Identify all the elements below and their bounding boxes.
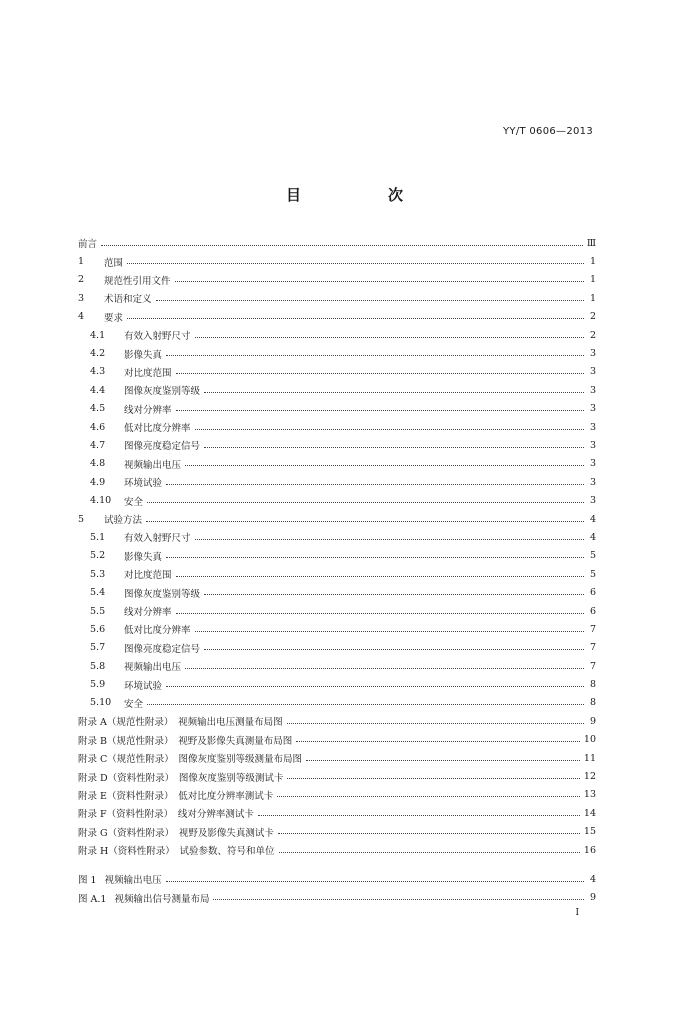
dot-leader bbox=[204, 447, 584, 448]
toc-entry-number: 5.2 bbox=[90, 550, 106, 562]
dot-leader bbox=[204, 594, 584, 595]
table-of-contents bbox=[78, 234, 596, 859]
toc-entry-title: 视频输出电压 bbox=[104, 875, 162, 887]
toc-entry[interactable] bbox=[78, 363, 596, 381]
toc-entry-page: 9 bbox=[589, 715, 596, 727]
toc-entry-number: 5.6 bbox=[90, 623, 106, 635]
toc-entry-title: 附录 A（规范性附录） 视频输出电压测量布局图 bbox=[78, 717, 283, 729]
toc-entry[interactable] bbox=[78, 400, 596, 418]
dot-leader bbox=[296, 741, 580, 742]
toc-entry-page: 8 bbox=[589, 697, 596, 709]
toc-entry-number: 4.2 bbox=[90, 348, 106, 360]
toc-entry-number: 5.3 bbox=[90, 568, 106, 580]
toc-entry-page: 3 bbox=[589, 348, 596, 360]
toc-entry-number: 3 bbox=[78, 292, 85, 304]
toc-entry-page: 3 bbox=[589, 403, 596, 415]
dot-leader bbox=[176, 410, 584, 411]
dot-leader bbox=[127, 318, 584, 319]
toc-entry-title: 视频输出电压 bbox=[124, 459, 182, 471]
dot-leader bbox=[147, 502, 584, 503]
toc-entry-title: 低对比度分辨率 bbox=[124, 625, 191, 637]
toc-entry[interactable] bbox=[78, 657, 596, 675]
toc-entry[interactable] bbox=[78, 602, 596, 620]
dot-leader bbox=[166, 355, 584, 356]
toc-entry-number: 5.4 bbox=[90, 587, 106, 599]
dot-leader bbox=[279, 852, 580, 853]
toc-entry-title: 图像亮度稳定信号 bbox=[124, 643, 201, 655]
toc-entry[interactable] bbox=[78, 620, 596, 638]
toc-entry-page: 4 bbox=[589, 513, 596, 525]
toc-entry-page: 3 bbox=[589, 458, 596, 470]
toc-entry[interactable] bbox=[78, 344, 596, 362]
toc-entry-number: 5.10 bbox=[90, 697, 112, 709]
dot-leader bbox=[127, 263, 584, 264]
dot-leader bbox=[147, 704, 584, 705]
page-number: Ⅰ bbox=[575, 908, 579, 918]
toc-entry-page: 1 bbox=[589, 292, 596, 304]
toc-entry-number: 4.3 bbox=[90, 366, 106, 378]
toc-entry-page: 3 bbox=[589, 476, 596, 488]
dot-leader bbox=[278, 833, 580, 834]
toc-entry-title: 附录 E（资料性附录） 低对比度分辨率测试卡 bbox=[78, 790, 274, 802]
dot-leader bbox=[176, 613, 584, 614]
dot-leader bbox=[101, 245, 583, 246]
dot-leader bbox=[185, 465, 584, 466]
page-title: 目 次 bbox=[285, 186, 439, 204]
dot-leader bbox=[166, 557, 584, 558]
toc-entry-number: 4.9 bbox=[90, 476, 106, 488]
toc-entry-number: 5.8 bbox=[90, 660, 106, 672]
toc-entry[interactable] bbox=[78, 823, 596, 841]
toc-entry-title: 附录 H（资料性附录） 试验参数、符号和单位 bbox=[78, 846, 275, 858]
toc-entry-page: 6 bbox=[589, 587, 596, 599]
dot-leader bbox=[306, 760, 580, 761]
toc-entry-number: 5 bbox=[78, 513, 85, 525]
toc-entry-title: 图像亮度稳定信号 bbox=[124, 441, 201, 453]
toc-entry-number: 1 bbox=[78, 256, 85, 268]
toc-entry-page: 10 bbox=[583, 734, 596, 746]
toc-entry[interactable] bbox=[78, 786, 596, 804]
dot-leader bbox=[195, 337, 584, 338]
toc-entry-title: 影像失真 bbox=[124, 551, 163, 563]
toc-entry-number: 图 1 bbox=[78, 875, 97, 887]
toc-entry[interactable] bbox=[78, 639, 596, 657]
toc-entry-page: 12 bbox=[583, 771, 596, 783]
toc-entry[interactable] bbox=[78, 455, 596, 473]
toc-entry-title: 附录 D（资料性附录） 图像灰度鉴别等级测试卡 bbox=[78, 772, 284, 784]
toc-entry[interactable] bbox=[78, 675, 596, 693]
toc-entry-title: 规范性引用文件 bbox=[104, 275, 171, 287]
toc-entry-page: 1 bbox=[589, 256, 596, 268]
toc-entry-title: 附录 C（规范性附录） 图像灰度鉴别等级测量布局图 bbox=[78, 754, 303, 766]
toc-entry-title: 线对分辨率 bbox=[124, 607, 172, 618]
dot-leader bbox=[204, 392, 584, 393]
toc-entry[interactable] bbox=[78, 528, 596, 546]
document-code: YY/T 0606—2013 bbox=[503, 126, 593, 137]
dot-leader bbox=[213, 899, 584, 900]
toc-entry-title: 附录 G（资料性附录） 视野及影像失真测试卡 bbox=[78, 827, 274, 839]
toc-entry-number: 图 A.1 bbox=[78, 893, 107, 905]
dot-leader bbox=[166, 484, 584, 485]
toc-entry-page: 4 bbox=[589, 873, 596, 885]
toc-entry-title: 附录 F（资料性附录） 线对分辨率测试卡 bbox=[78, 809, 254, 821]
toc-entry[interactable] bbox=[78, 565, 596, 583]
toc-entry-title: 对比度范围 bbox=[124, 570, 172, 582]
toc-entry-number: 4.4 bbox=[90, 384, 106, 396]
toc-entry-number: 5.7 bbox=[90, 642, 106, 654]
toc-entry-page: 11 bbox=[583, 752, 596, 764]
toc-entry[interactable] bbox=[78, 804, 596, 822]
toc-entry[interactable] bbox=[78, 418, 596, 436]
toc-entry-title: 试验方法 bbox=[104, 515, 143, 527]
toc-entry-number: 4 bbox=[78, 311, 85, 323]
toc-entry-title: 安全 bbox=[124, 698, 144, 710]
toc-entry-title: 要求 bbox=[104, 312, 124, 324]
toc-entry-page: 5 bbox=[589, 550, 596, 562]
dot-leader bbox=[146, 521, 584, 522]
dot-leader bbox=[175, 281, 584, 282]
toc-entry[interactable] bbox=[78, 252, 596, 270]
toc-entry[interactable] bbox=[78, 436, 596, 454]
toc-entry-page: 1 bbox=[589, 274, 596, 286]
toc-entry-title: 图像灰度鉴别等级 bbox=[124, 588, 201, 600]
dot-leader bbox=[287, 778, 580, 779]
toc-entry-title: 安全 bbox=[124, 496, 144, 508]
toc-entry-page: Ⅲ bbox=[586, 237, 596, 249]
toc-entry-title: 环境试验 bbox=[124, 680, 163, 692]
toc-entry-title: 有效入射野尺寸 bbox=[124, 331, 191, 343]
toc-entry-title: 图像灰度鉴别等级 bbox=[124, 386, 201, 398]
toc-entry-title: 视频输出信号测量布局 bbox=[114, 893, 210, 905]
toc-entry[interactable] bbox=[78, 694, 596, 712]
toc-entry-page: 3 bbox=[589, 366, 596, 378]
toc-entry-title: 附录 B（规范性附录） 视野及影像失真测量布局图 bbox=[78, 735, 293, 747]
dot-leader bbox=[176, 373, 584, 374]
toc-entry[interactable] bbox=[78, 547, 596, 565]
toc-entry-number: 4.10 bbox=[90, 495, 112, 507]
toc-entry[interactable] bbox=[78, 510, 596, 528]
toc-entry-title: 低对比度分辨率 bbox=[124, 423, 191, 435]
toc-entry-title: 视频输出电压 bbox=[124, 662, 182, 674]
toc-entry-page: 15 bbox=[583, 826, 596, 838]
toc-entry-page: 2 bbox=[589, 311, 596, 323]
toc-entry[interactable] bbox=[78, 767, 596, 785]
toc-entry[interactable] bbox=[78, 888, 596, 906]
dot-leader bbox=[277, 796, 580, 797]
toc-entry-page: 9 bbox=[589, 892, 596, 904]
toc-entry-page: 3 bbox=[589, 495, 596, 507]
toc-entry-page: 5 bbox=[589, 568, 596, 580]
toc-entry-title: 对比度范围 bbox=[124, 367, 172, 379]
dot-leader bbox=[195, 539, 584, 540]
toc-entry[interactable] bbox=[78, 712, 596, 730]
toc-entry-page: 7 bbox=[589, 660, 596, 672]
toc-entry-page: 7 bbox=[589, 623, 596, 635]
dot-leader bbox=[156, 300, 584, 301]
dot-leader bbox=[195, 631, 584, 632]
dot-leader bbox=[166, 881, 584, 882]
toc-entry[interactable] bbox=[78, 473, 596, 491]
toc-entry[interactable] bbox=[78, 326, 596, 344]
dot-leader bbox=[195, 429, 584, 430]
dot-leader bbox=[287, 723, 584, 724]
figure-list bbox=[78, 870, 596, 907]
toc-entry-title: 术语和定义 bbox=[104, 294, 152, 306]
toc-entry[interactable] bbox=[78, 308, 596, 326]
toc-entry-page: 16 bbox=[583, 844, 596, 856]
toc-entry[interactable] bbox=[78, 491, 596, 509]
toc-entry-number: 5.5 bbox=[90, 605, 106, 617]
toc-entry-page: 4 bbox=[589, 531, 596, 543]
toc-entry-page: 3 bbox=[589, 384, 596, 396]
toc-entry-page: 13 bbox=[583, 789, 596, 801]
toc-entry[interactable] bbox=[78, 870, 596, 888]
toc-entry-title: 影像失真 bbox=[124, 349, 163, 361]
toc-entry-title: 环境试验 bbox=[124, 478, 163, 490]
toc-entry-title: 线对分辨率 bbox=[124, 404, 172, 416]
toc-entry[interactable] bbox=[78, 271, 596, 289]
toc-entry-page: 14 bbox=[583, 807, 596, 819]
toc-entry-number: 4.7 bbox=[90, 439, 106, 451]
toc-entry-number: 2 bbox=[78, 274, 85, 286]
toc-entry-title: 有效入射野尺寸 bbox=[124, 533, 191, 545]
toc-entry[interactable] bbox=[78, 841, 596, 859]
toc-entry-number: 4.6 bbox=[90, 421, 106, 433]
toc-entry-number: 4.5 bbox=[90, 403, 106, 415]
toc-entry[interactable] bbox=[78, 749, 596, 767]
toc-entry-title: 范围 bbox=[104, 257, 124, 269]
toc-entry-page: 6 bbox=[589, 605, 596, 617]
dot-leader bbox=[204, 649, 584, 650]
dot-leader bbox=[258, 815, 580, 816]
toc-entry-number: 4.1 bbox=[90, 329, 106, 341]
toc-entry[interactable] bbox=[78, 289, 596, 307]
toc-entry-number: 5.1 bbox=[90, 531, 106, 543]
toc-entry-page: 3 bbox=[589, 421, 596, 433]
toc-entry-number: 4.8 bbox=[90, 458, 106, 470]
toc-entry-page: 2 bbox=[589, 329, 596, 341]
dot-leader bbox=[185, 668, 584, 669]
toc-entry-page: 3 bbox=[589, 439, 596, 451]
toc-entry[interactable] bbox=[78, 731, 596, 749]
toc-entry-number: 5.9 bbox=[90, 679, 106, 691]
toc-entry[interactable] bbox=[78, 583, 596, 601]
toc-entry-page: 8 bbox=[589, 679, 596, 691]
dot-leader bbox=[166, 686, 584, 687]
dot-leader bbox=[176, 576, 584, 577]
toc-entry-title: 前言 bbox=[78, 239, 98, 251]
toc-entry-page: 7 bbox=[589, 642, 596, 654]
toc-entry[interactable] bbox=[78, 234, 596, 252]
toc-entry[interactable] bbox=[78, 381, 596, 399]
